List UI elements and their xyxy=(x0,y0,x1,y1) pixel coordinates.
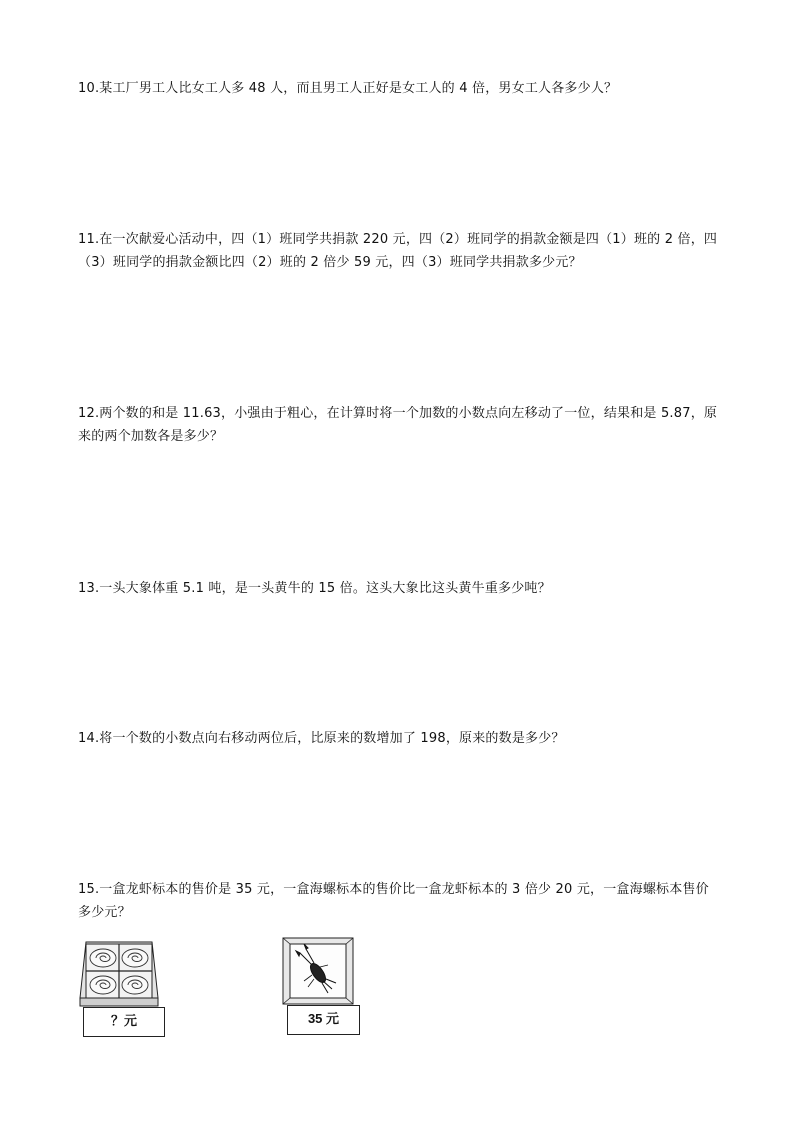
question-14 xyxy=(78,727,718,750)
lobster-price-text: 35 元 xyxy=(307,1011,340,1026)
conch-shell-specimen-box-icon xyxy=(78,940,160,1008)
question-13-text: 13.一头大象体重 5.1 吨，是一头黄牛的 15 倍。这头大象比这头黄牛重多少吨？ xyxy=(78,581,551,596)
question-12 xyxy=(78,402,718,448)
lobster-price-label xyxy=(287,1005,360,1035)
question-15 xyxy=(78,878,718,924)
question-13 xyxy=(78,577,718,600)
question-12-text: 12.两个数的和是 11.63，小强由于粗心，在计算时将一个加数的小数点向左移动了一位，结果和是 5.87，原来的两个加数各是多少？ xyxy=(78,406,718,444)
question-10 xyxy=(78,77,718,100)
question-11 xyxy=(78,228,718,274)
question-10-text: 10.某工厂男工人比女工人多 48 人，而且男工人正好是女工人的 4 倍，男女工人各多少人？ xyxy=(78,81,618,96)
question-11-text: 11.在一次献爱心活动中，四（1）班同学共捐款 220 元，四（2）班同学的捐款金额是四（1）班的 2 倍，四（3）班同学的捐款金额比四（2）班的 2 倍少 59 元，四（3）班同学共捐款多少元？ xyxy=(78,232,718,270)
lobster-specimen-frame-icon xyxy=(282,937,354,1005)
shell-price-label xyxy=(83,1007,165,1037)
question-14-text: 14.将一个数的小数点向右移动两位后，比原来的数增加了 198，原来的数是多少？ xyxy=(78,731,565,746)
shell-price-text: ？元 xyxy=(110,1013,137,1028)
question-15-text: 15.一盒龙虾标本的售价是 35 元，一盒海螺标本的售价比一盒龙虾标本的 3 倍少 20 元，一盒海螺标本售价多少元？ xyxy=(78,882,709,920)
